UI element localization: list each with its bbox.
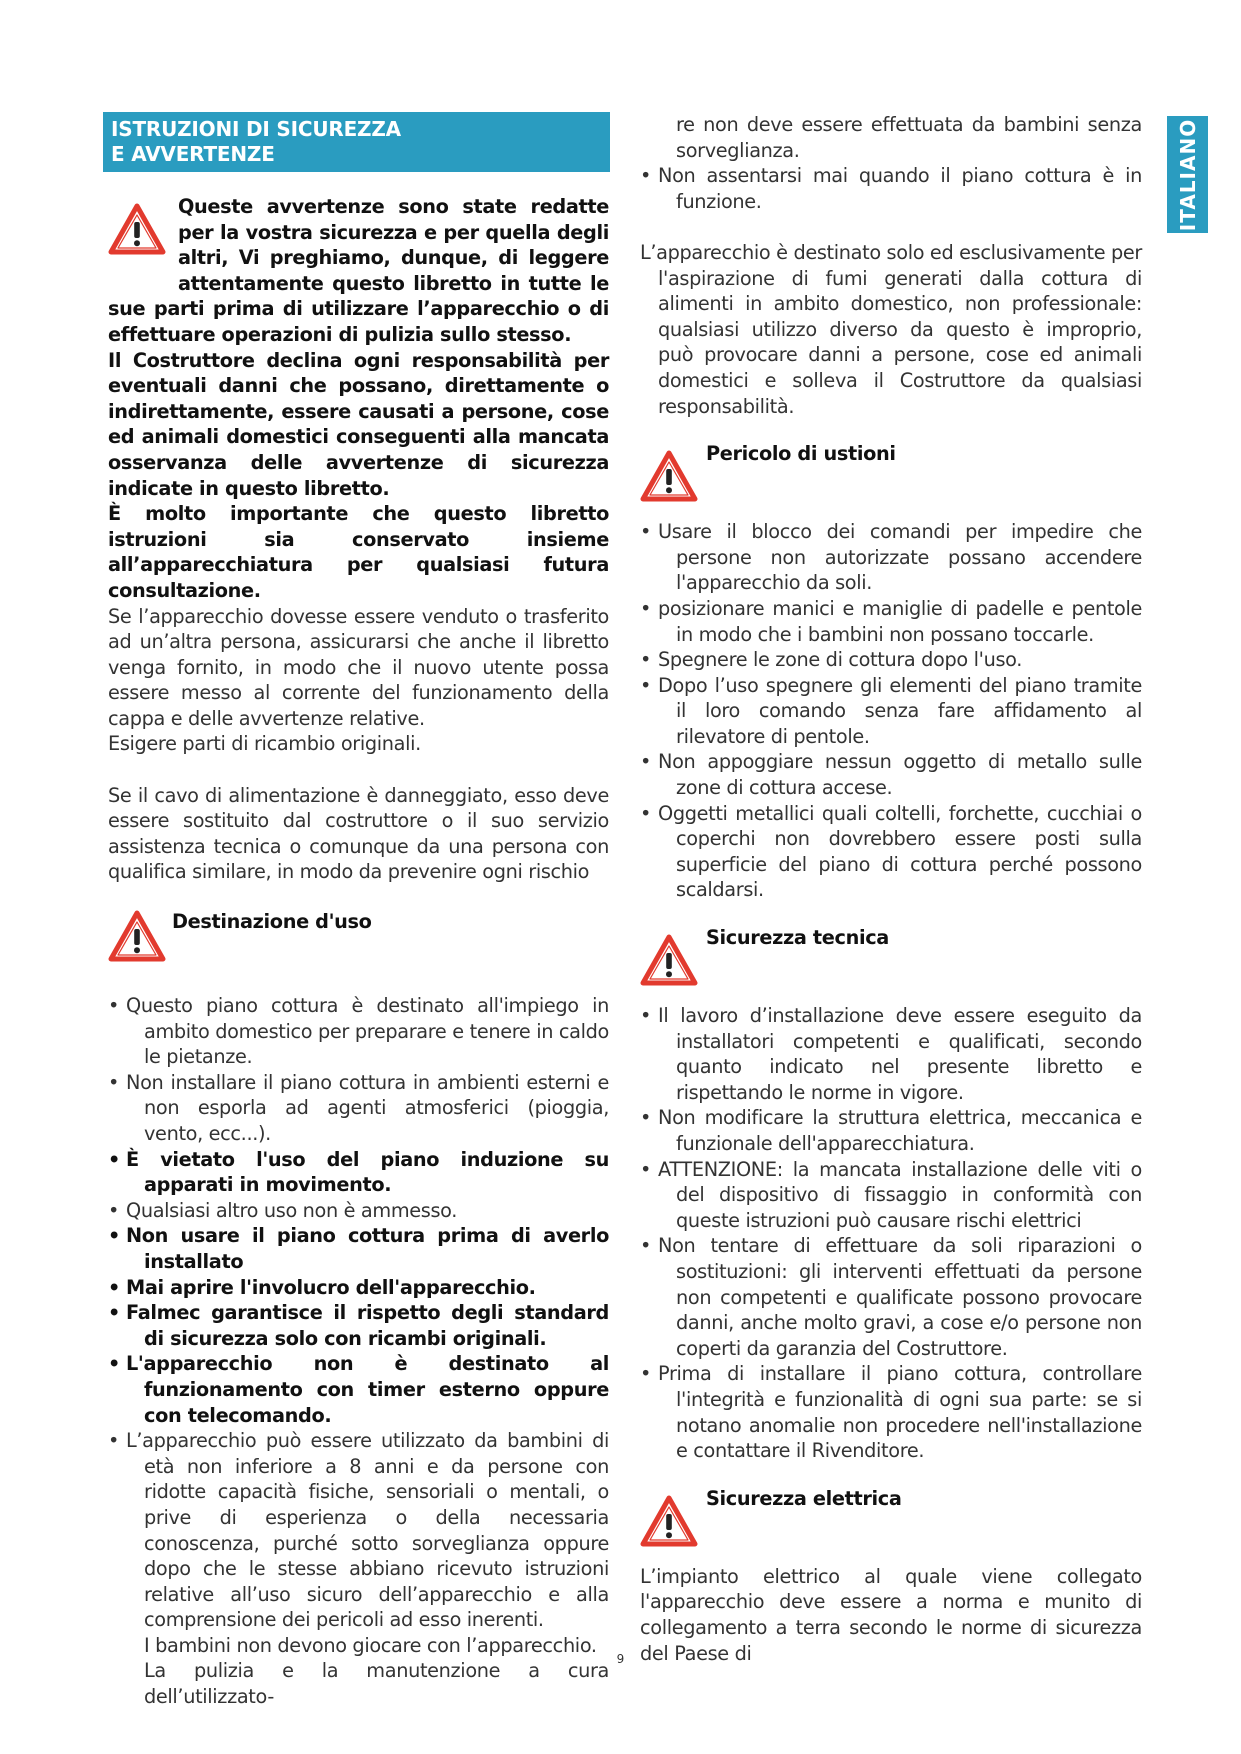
left-column bbox=[108, 112, 609, 1710]
destinazione-continuation-1: I bambini non devono giocare con l’apparecchio. bbox=[144, 1633, 597, 1657]
elettrica-paragraph: L’impianto elettrico al quale viene collegato l'apparecchio deve essere a norma e munito di collegamento a terra secondo le norme di sicurezza del Paese di bbox=[640, 1564, 1142, 1665]
list-item: • È vietato l'uso del piano induzione su apparati in movimento. bbox=[108, 1147, 609, 1198]
ustioni-heading bbox=[640, 441, 1142, 507]
list-item: • Mai aprire l'involucro dell'apparecchio. bbox=[108, 1275, 609, 1301]
intro-bold-1: Queste avvertenze sono state redatte per la vostra sicurezza e per quella degli altri, Vi preghiamo, dunque, di leggere attentamente questo libretto in tutte le sue parti prima di utilizzare l’apparecchio o di effettuare operazioni di pulizia sullo stesso. bbox=[108, 195, 609, 346]
warning-icon bbox=[640, 449, 698, 503]
ustioni-title: Pericolo di ustioni bbox=[706, 442, 896, 466]
tecnica-title: Sicurezza tecnica bbox=[706, 926, 889, 950]
list-item: • Non tentare di effettuare da soli riparazioni o sostituzioni: gli interventi effettuati da persone non competenti e qualificate possono provocare danni, anche molto gravi, a cose e/o persone non coperti da garanzia del Costruttore. bbox=[640, 1233, 1142, 1361]
elettrica-heading bbox=[640, 1486, 1142, 1552]
section-header-line2: E AVVERTENZE bbox=[111, 142, 275, 166]
intro-paragraph-3: Se il cavo di alimentazione è danneggiato, esso deve essere sostituito dal costruttore o il suo servizio assistenza tecnica o comunque da una persona con qualifica similare, in modo da prevenire ogni rischio bbox=[108, 783, 609, 884]
destinazione-title: Destinazione d'uso bbox=[172, 910, 372, 934]
destinazione-heading bbox=[108, 909, 609, 975]
tecnica-list bbox=[640, 1003, 1142, 1464]
list-item: • L’apparecchio può essere utilizzato da bambini di età non inferiore a 8 anni e da persone con ridotte capacità fisiche, sensoriali o mentali, o prive di esperienza o della necessaria conoscenza, purché sotto sorveglianza oppure dopo che le stesse abbiano ricevuto istruzioni relative all’uso sicuro dell’apparecchio e alla comprensione dei pericoli ad esso inerenti. bbox=[108, 1428, 609, 1633]
ustioni-list bbox=[640, 519, 1142, 903]
tecnica-heading bbox=[640, 925, 1142, 991]
elettrica-title: Sicurezza elettrica bbox=[706, 1486, 902, 1510]
destinazione-list-continued bbox=[640, 163, 1142, 214]
warning-icon bbox=[640, 933, 698, 987]
list-item: • Non installare il piano cottura in ambienti esterni e non esporla ad agenti atmosferici (pioggia, vento, ecc...). bbox=[108, 1070, 609, 1147]
list-item: • posizionare manici e maniglie di padelle e pentole in modo che i bambini non possano toccarle. bbox=[640, 596, 1142, 647]
list-item: • Non assentarsi mai quando il piano cottura è in funzione. bbox=[640, 163, 1142, 214]
destinazione-continuation-2b: re non deve essere effettuata da bambini senza sorveglianza. bbox=[676, 113, 1142, 162]
list-item: • Qualsiasi altro uso non è ammesso. bbox=[108, 1198, 609, 1224]
list-item: • Prima di installare il piano cottura, controllare l'integrità e funzionalità di ogni sua parte: se si notano anomalie non procedere nell'installazione e contattare il Rivenditore. bbox=[640, 1361, 1142, 1463]
destinazione-list bbox=[108, 993, 609, 1633]
list-item: • Non usare il piano cottura prima di averlo installato bbox=[108, 1223, 609, 1274]
section-header-line1: ISTRUZIONI DI SICUREZZA bbox=[111, 117, 401, 141]
uso-paragraph: L’apparecchio è destinato solo ed esclusivamente per l'aspirazione di fumi generati dalla cottura di alimenti in ambito domestico, non professionale: qualsiasi utilizzo diverso da questo è improprio, può provocare danni a persone, cose ed animali domestici e solleva il Costruttore da qualsiasi responsabilità. bbox=[640, 240, 1142, 418]
list-item: • ATTENZIONE: la mancata installazione delle viti o del dispositivo di fissaggio in conformità con queste istruzioni può causare rischi elettrici bbox=[640, 1157, 1142, 1234]
right-column bbox=[640, 112, 1142, 1666]
list-item: • Non modificare la struttura elettrica, meccanica e funzionale dell'apparecchiatura. bbox=[640, 1105, 1142, 1156]
list-item: • Non appoggiare nessun oggetto di metallo sulle zone di cottura accese. bbox=[640, 749, 1142, 800]
warning-icon bbox=[640, 1494, 698, 1548]
intro-paragraph-1: Se l’apparecchio dovesse essere venduto o trasferito ad un’altra persona, assicurarsi che anche il libretto venga fornito, in modo che il nuovo utente possa essere messo al corrente del funzionamento della cappa e delle avvertenze relative. bbox=[108, 604, 609, 730]
list-item: • Oggetti metallici quali coltelli, forchette, cucchiai o coperchi non dovrebbero essere posti sulla superficie del piano di cottura perché possono scaldarsi. bbox=[640, 801, 1142, 903]
list-item: • Spegnere le zone di cottura dopo l'uso. bbox=[640, 647, 1142, 673]
intro-bold-3: È molto importante che questo libretto istruzioni sia conservato insieme all’apparecchiatura per qualsiasi futura consultazione. bbox=[108, 502, 609, 602]
warning-icon bbox=[108, 202, 166, 256]
list-item: • Falmec garantisce il rispetto degli standard di sicurezza solo con ricambi originali. bbox=[108, 1300, 609, 1351]
intro-warning bbox=[108, 194, 609, 885]
intro-bold-2: Il Costruttore declina ogni responsabilità per eventuali danni che possano, direttamente o indirettamente, essere causati a persone, cose ed animali domestici conseguenti alla mancata osservanza delle avvertenze di sicurezza indicate in questo libretto. bbox=[108, 348, 609, 500]
intro-paragraph-2: Esigere parti di ricambio originali. bbox=[108, 732, 421, 756]
list-item: • Il lavoro d’installazione deve essere eseguito da installatori competenti e qualificati, secondo quanto indicato nel presente libretto e rispettando le norme in vigore. bbox=[640, 1003, 1142, 1105]
section-header bbox=[103, 112, 610, 172]
language-tab bbox=[1167, 116, 1208, 233]
list-item: • Dopo l’uso spegnere gli elementi del piano tramite il loro comando senza fare affidamento al rilevatore di pentole. bbox=[640, 673, 1142, 750]
warning-icon bbox=[108, 909, 166, 963]
language-tab-label: ITALIANO bbox=[1175, 118, 1200, 231]
list-item: • L'apparecchio non è destinato al funzionamento con timer esterno oppure con telecomando. bbox=[108, 1351, 609, 1428]
list-item: • Usare il blocco dei comandi per impedire che persone non autorizzate possano accendere l'apparecchio da soli. bbox=[640, 519, 1142, 596]
list-item: • Questo piano cottura è destinato all'impiego in ambito domestico per preparare e tenere in caldo le pietanze. bbox=[108, 993, 609, 1070]
destinazione-continuation-2a: La pulizia e la manutenzione a cura dell’utilizzato- bbox=[144, 1659, 609, 1709]
page-number: 9 bbox=[616, 1652, 625, 1666]
